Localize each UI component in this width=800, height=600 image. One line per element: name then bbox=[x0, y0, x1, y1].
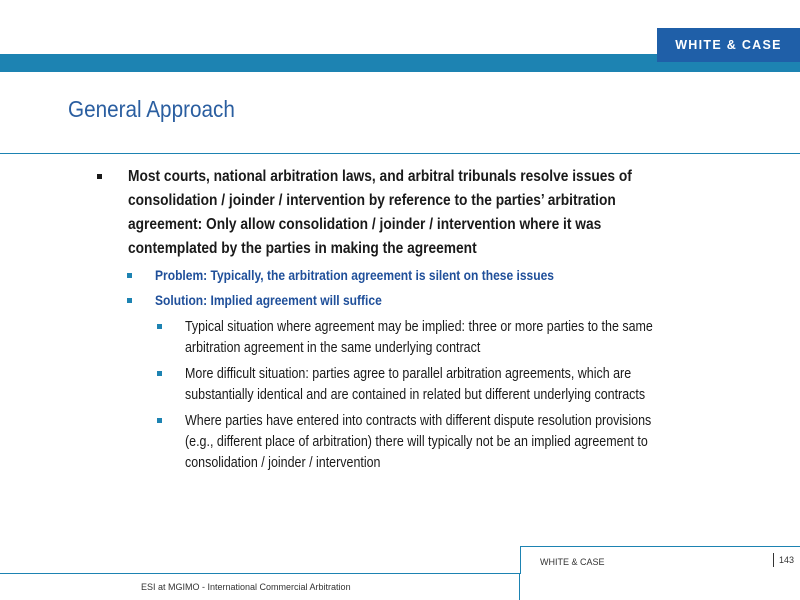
footer-brand: WHITE & CASE bbox=[540, 557, 605, 567]
sub-bullet-marker bbox=[127, 273, 132, 278]
sub-sub-bullet-line: substantially identical and are contained in related but different underlying contracts bbox=[185, 387, 646, 403]
footer-separator bbox=[773, 553, 774, 567]
sub-bullet-solution: Solution: Implied agreement will suffice bbox=[155, 292, 382, 308]
page-title: General Approach bbox=[68, 96, 235, 122]
logo-text: WHITE & CASE bbox=[675, 38, 782, 52]
sub-bullet-marker bbox=[127, 298, 132, 303]
sub-bullet-problem: Problem: Typically, the arbitration agreement is silent on these issues bbox=[155, 267, 554, 283]
white-case-logo bbox=[657, 28, 800, 62]
sub-sub-bullet-marker bbox=[157, 324, 162, 329]
title-divider bbox=[0, 153, 800, 154]
page-number: 143 bbox=[779, 555, 795, 565]
main-bullet-line: Most courts, national arbitration laws, and arbitral tribunals resolve issues of bbox=[128, 168, 632, 185]
sub-sub-bullet-marker bbox=[157, 371, 162, 376]
main-bullet-line: consolidation / joinder / intervention by reference to the parties’ arbitration bbox=[128, 192, 616, 209]
sub-sub-bullet-marker bbox=[157, 418, 162, 423]
sub-sub-bullet-line: consolidation / joinder / intervention bbox=[185, 455, 381, 471]
main-bullet-marker bbox=[97, 174, 102, 179]
sub-sub-bullet-line: More difficult situation: parties agree to parallel arbitration agreements, which are bbox=[185, 366, 632, 382]
main-bullet-line: contemplated by the parties in making the agreement bbox=[128, 240, 477, 257]
main-bullet-line: agreement: Only allow consolidation / joinder / intervention where it was bbox=[128, 216, 602, 233]
sub-sub-bullet-line: (e.g., different place of arbitration) there will typically not be an implied agreement to bbox=[185, 434, 648, 450]
sub-sub-bullet-line: Where parties have entered into contracts with different dispute resolution provisions bbox=[185, 413, 652, 429]
sub-sub-bullet-line: Typical situation where agreement may be implied: three or more parties to the same bbox=[185, 319, 653, 335]
sub-sub-bullet-line: arbitration agreement in the same underlying contract bbox=[185, 340, 481, 356]
footer-caption: ESI at MGIMO - International Commercial Arbitration bbox=[141, 582, 351, 592]
